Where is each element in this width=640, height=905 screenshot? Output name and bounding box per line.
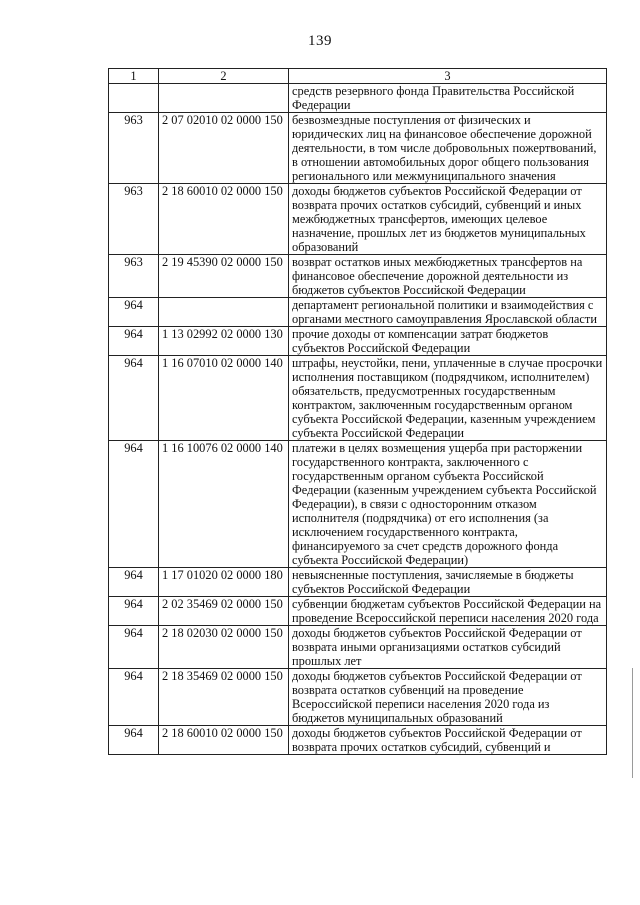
budget-code-cell: 1 13 02992 02 0000 130 (159, 327, 289, 356)
budget-code-cell: 2 18 35469 02 0000 150 (159, 669, 289, 726)
budget-code-cell: 2 18 02030 02 0000 150 (159, 626, 289, 669)
admin-code-cell: 964 (109, 626, 159, 669)
description-cell: субвенции бюджетам субъектов Российской Федерации на проведение Всероссийской переписи населения 2020 года (289, 597, 607, 626)
admin-code-cell: 964 (109, 726, 159, 755)
table-row (109, 568, 607, 597)
description-cell: доходы бюджетов субъектов Российской Федерации от возврата иными организациями остатков субсидий прошлых лет (289, 626, 607, 669)
table-row (109, 327, 607, 356)
column-header-admin: 1 (109, 69, 159, 84)
budget-code-cell: 1 17 01020 02 0000 180 (159, 568, 289, 597)
table-row (109, 255, 607, 298)
table-row (109, 184, 607, 255)
budget-code-cell (159, 84, 289, 113)
admin-code-cell: 964 (109, 327, 159, 356)
description-cell: прочие доходы от компенсации затрат бюджетов субъектов Российской Федерации (289, 327, 607, 356)
table-row (109, 113, 607, 184)
description-cell: возврат остатков иных межбюджетных трансфертов на финансовое обеспечение дорожной деятельности из бюджетов субъектов Российской Федерации (289, 255, 607, 298)
table-header-row (109, 69, 607, 84)
budget-code-cell: 1 16 07010 02 0000 140 (159, 356, 289, 441)
description-cell: доходы бюджетов субъектов Российской Федерации от возврата остатков субвенций на проведение Всероссийской переписи населения 2020 года из бюджетов муниципальных образований (289, 669, 607, 726)
budget-code-cell: 2 18 60010 02 0000 150 (159, 726, 289, 755)
budget-code-cell (159, 298, 289, 327)
table-row (109, 726, 607, 755)
description-cell: доходы бюджетов субъектов Российской Федерации от возврата прочих остатков субсидий, субвенций и иных межбюджетных трансфертов, имеющих целевое назначение, прошлых лет из бюджетов муниципальных образований (289, 184, 607, 255)
table-row (109, 626, 607, 669)
table-row (109, 669, 607, 726)
admin-code-cell: 964 (109, 669, 159, 726)
scan-edge-mark (632, 668, 633, 778)
admin-code-cell: 964 (109, 597, 159, 626)
table-row (109, 441, 607, 568)
budget-code-cell: 1 16 10076 02 0000 140 (159, 441, 289, 568)
budget-code-cell: 2 02 35469 02 0000 150 (159, 597, 289, 626)
table-row (109, 84, 607, 113)
description-cell: штрафы, неустойки, пени, уплаченные в случае просрочки исполнения поставщиком (подрядчиком, исполнителем) обязательств, предусмотренных государственным контрактом, заключенным государственным органом субъекта Российской Федерации, казенным учреждением субъекта Российской Федерации (289, 356, 607, 441)
column-header-description: 3 (289, 69, 607, 84)
admin-code-cell: 963 (109, 255, 159, 298)
admin-code-cell: 964 (109, 356, 159, 441)
budget-code-cell: 2 07 02010 02 0000 150 (159, 113, 289, 184)
description-cell: безвозмездные поступления от физических и юридических лиц на финансовое обеспечение дорожной деятельности, в том числе добровольных пожертвований, в отношении автомобильных дорог общего пользования регионального или межмуниципального значения (289, 113, 607, 184)
table-row (109, 298, 607, 327)
page-number: 139 (308, 33, 332, 49)
admin-code-cell: 963 (109, 113, 159, 184)
revenue-codes-table (108, 68, 607, 755)
description-cell: невыясненные поступления, зачисляемые в бюджеты субъектов Российской Федерации (289, 568, 607, 597)
description-cell: департамент региональной политики и взаимодействия с органами местного самоуправления Ярославской области (289, 298, 607, 327)
description-cell: платежи в целях возмещения ущерба при расторжении государственного контракта, заключенного с государственным органом субъекта Российской Федерации (казенным учреждением субъекта Российской Федерации), в связи с односторонним отказом исполнителя (подрядчика) от его исполнения (за исключением государственного контракта, финансируемого за счет средств дорожного фонда субъекта Российской Федерации) (289, 441, 607, 568)
description-cell: средств резервного фонда Правительства Российской Федерации (289, 84, 607, 113)
budget-code-cell: 2 19 45390 02 0000 150 (159, 255, 289, 298)
table-row (109, 356, 607, 441)
admin-code-cell: 964 (109, 441, 159, 568)
admin-code-cell: 964 (109, 568, 159, 597)
admin-code-cell: 963 (109, 184, 159, 255)
description-cell: доходы бюджетов субъектов Российской Федерации от возврата прочих остатков субсидий, субвенций и (289, 726, 607, 755)
table-row (109, 597, 607, 626)
admin-code-cell: 964 (109, 298, 159, 327)
budget-code-cell: 2 18 60010 02 0000 150 (159, 184, 289, 255)
admin-code-cell (109, 84, 159, 113)
column-header-code: 2 (159, 69, 289, 84)
